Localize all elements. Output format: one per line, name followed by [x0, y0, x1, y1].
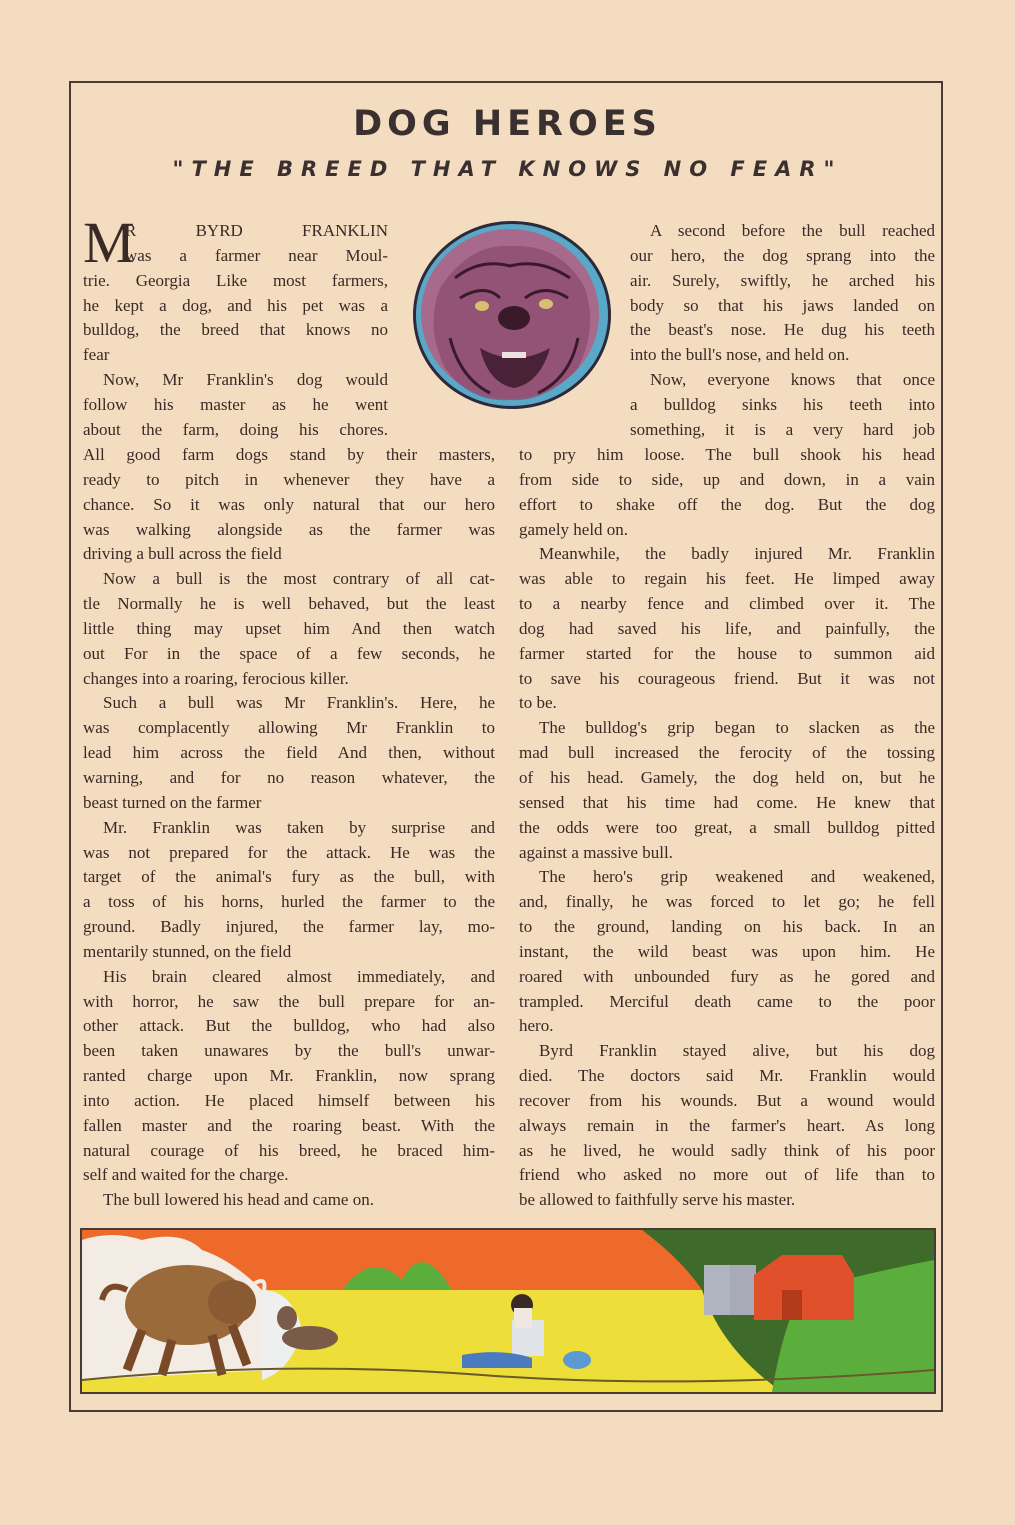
text-line: Now a bull is the most contrary of all cat-	[103, 569, 495, 589]
text-line: Byrd Franklin stayed alive, but his dog	[539, 1041, 935, 1061]
text-line: into the bull's nose, and held on.	[630, 345, 850, 365]
text-line: mad bull increased the ferocity of the tossing	[519, 743, 935, 763]
text-line: fear	[83, 345, 110, 365]
text-line: about the farm, doing his chores.	[83, 419, 388, 439]
text-line: Now, Mr Franklin's dog would	[103, 370, 388, 390]
text-line: tle Normally he is well behaved, but the least	[83, 594, 495, 614]
drop-cap: M	[83, 210, 135, 275]
text-line: lead him across the field And then, without	[83, 743, 495, 763]
text-line: the beast's nose. He dug his teeth	[630, 320, 935, 340]
text-line: sensed that his time had come. He knew that	[519, 792, 935, 812]
text-line: driving a bull across the field	[83, 544, 282, 564]
page-title: DOG HEROES	[353, 104, 662, 144]
text-line: Meanwhile, the badly injured Mr. Franklin	[539, 544, 935, 564]
text-line: beast turned on the farmer	[83, 792, 262, 812]
page-subtitle: "THE BREED THAT KNOWS NO FEAR"	[172, 157, 843, 181]
text-line: His brain cleared almost immediately, and	[103, 966, 495, 986]
text-line: chance. So it was only natural that our hero	[83, 494, 495, 514]
text-line: R BYRD FRANKLIN	[125, 221, 388, 240]
text-line: died. The doctors said Mr. Franklin would	[519, 1066, 935, 1086]
bulldog-portrait	[410, 218, 615, 413]
text-line: effort to shake off the dog. But the dog	[519, 494, 935, 514]
left-column-main	[83, 443, 495, 1213]
text-line: warning, and for no reason whatever, the	[83, 767, 495, 787]
text-line: A second before the bull reached	[650, 221, 935, 240]
illustration-panel	[80, 1228, 936, 1394]
text-line: always remain in the farmer's heart. As long	[519, 1115, 935, 1135]
text-line: dog had saved his life, and painfully, the	[519, 618, 935, 638]
text-line: mentarily stunned, on the field	[83, 941, 292, 961]
text-line: a toss of his horns, hurled the farmer to the	[83, 892, 495, 912]
text-line: a bulldog sinks his teeth into	[630, 394, 935, 414]
text-line: Now, everyone knows that once	[650, 370, 935, 390]
text-line: trampled. Merciful death came to the poor	[519, 991, 935, 1011]
text-line: All good farm dogs stand by their masters,	[83, 445, 495, 464]
text-line: roared with unbounded fury as he gored and	[519, 966, 935, 986]
text-line: ground. Badly injured, the farmer lay, mo-	[83, 917, 495, 937]
text-line: The hero's grip weakened and weakened,	[539, 867, 935, 887]
bull-charging-scene	[82, 1230, 934, 1392]
text-line: natural courage of his breed, he braced him-	[83, 1140, 495, 1160]
right-column-main	[519, 443, 935, 1213]
text-line: air. Surely, swiftly, he arched his	[630, 270, 935, 290]
text-line: from side to side, up and down, in a vain	[519, 469, 935, 489]
text-line: The bull lowered his head and came on.	[103, 1190, 374, 1210]
text-line: was complacently allowing Mr Franklin to	[83, 718, 495, 738]
text-line: to the ground, landing on his back. In an	[519, 917, 935, 937]
text-line: to be.	[519, 693, 557, 713]
text-line: something, it is a very hard job	[630, 419, 935, 439]
text-line: recover from his wounds. But a wound would	[519, 1090, 935, 1110]
text-line: he kept a dog, and his pet was a	[83, 295, 388, 315]
text-line: body so that his jaws landed on	[630, 295, 935, 315]
text-line: The bulldog's grip began to slacken as the	[539, 718, 935, 738]
text-line: of his head. Gamely, the dog held on, but he	[519, 767, 935, 787]
text-line: trie. Georgia Like most farmers,	[83, 270, 388, 290]
text-line: was able to regain his feet. He limped away	[519, 569, 935, 589]
text-line: and, finally, he was forced to let go; he fell	[519, 892, 935, 912]
text-line: target of the animal's fury as the bull, with	[83, 867, 495, 887]
text-line: the odds were too great, a small bulldog pitted	[519, 817, 935, 837]
text-line: to save his courageous friend. But it was not	[519, 668, 935, 688]
text-line: farmer started for the house to summon aid	[519, 643, 935, 663]
text-line: friend who asked no more out of life than to	[519, 1165, 935, 1185]
text-line: changes into a roaring, ferocious killer.	[83, 668, 349, 688]
text-line: fallen master and the roaring beast. With the	[83, 1115, 495, 1135]
text-line: ready to pitch in whenever they have a	[83, 469, 495, 489]
text-line: was not prepared for the attack. He was the	[83, 842, 495, 862]
text-line: little thing may upset him And then watch	[83, 618, 495, 638]
text-line: into action. He placed himself between his	[83, 1090, 495, 1110]
text-line: self and waited for the charge.	[83, 1165, 289, 1185]
text-line: out For in the space of a few seconds, he	[83, 643, 495, 663]
text-line: instant, the wild beast was upon him. He	[519, 941, 935, 961]
text-line: be allowed to faithfully serve his master.	[519, 1190, 796, 1210]
text-line: bulldog, the breed that knows no	[83, 320, 388, 340]
text-line: with horror, he saw the bull prepare for an-	[83, 991, 495, 1011]
text-line: against a massive bull.	[519, 842, 673, 862]
text-line: ranted charge upon Mr. Franklin, now sprang	[83, 1066, 495, 1086]
text-line: to a nearby fence and climbed over it. The	[519, 594, 935, 614]
text-line: other attack. But the bulldog, who had also	[83, 1016, 495, 1036]
text-line: was walking alongside as the farmer was	[83, 519, 495, 539]
text-line: as he lived, he would sadly think of his poor	[519, 1140, 935, 1160]
text-line: to pry him loose. The bull shook his head	[519, 445, 935, 464]
text-line: gamely held on.	[519, 519, 629, 539]
text-line: been taken unawares by the bull's unwar-	[83, 1041, 495, 1061]
right-column-top	[630, 219, 935, 443]
text-line: follow his master as he went	[83, 394, 388, 414]
text-line: was a farmer near Moul-	[125, 245, 388, 265]
text-line: Mr. Franklin was taken by surprise and	[103, 817, 495, 837]
text-line: Such a bull was Mr Franklin's. Here, he	[103, 693, 495, 713]
left-column-top	[83, 210, 388, 443]
text-line: our hero, the dog sprang into the	[630, 245, 935, 265]
text-line: hero.	[519, 1016, 554, 1036]
